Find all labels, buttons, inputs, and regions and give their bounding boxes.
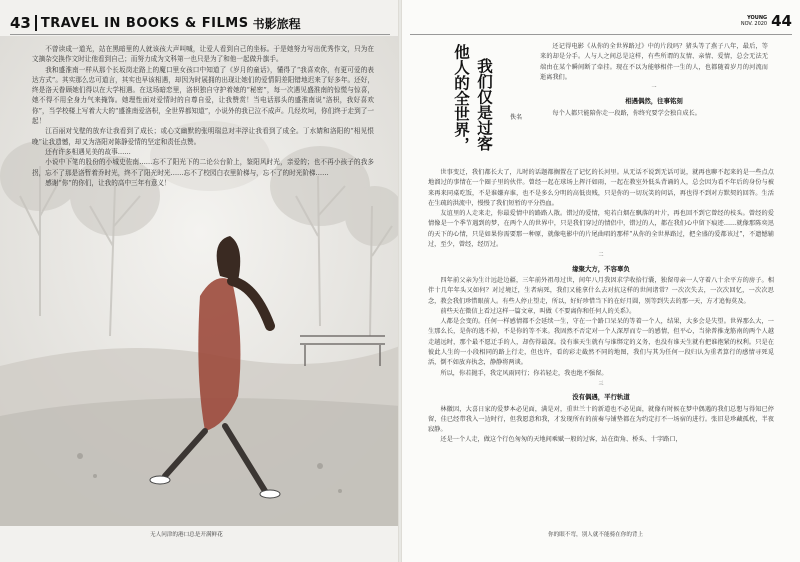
paragraph: 四年前父亲为生计远赴边疆，三年前外祖母过世，间年八月我因求学收拾行囊，独留母亲一人守着八十余平方的房子。相伴十几年年头又如何？对过境迁，生者病死，我们又能拿什么去对抗这样的世间诸常？一次次失去，一次次回忆，一次次思念，教会我们珍惜眼前人。有些人停止望走，所以，好好珍惜当下的在好月圆，别等到失去的那一天，方才追悔莫及。 <box>428 276 774 305</box>
paragraph: 世事变迁，我们都长大了，儿时的话题都搁置在了记忆的长河里。从无话不说到无话可说，就再也聊不起来的是一些点点地溜过的事情在一个圈子里的伙伴。曾经一起在球场上挥汗如雨，一起在教室外低头背诵的人，总会因为看不年后的身份与被来再来同桌吃饭，不是谁嫌弃谁，也不是多么分明的高低贵贱，只是你的一切玩笑的问话，再也得不到对方默契的回答。生活在生疏的洪流中，慢慢了我们短暂的平分热血。 <box>428 169 774 207</box>
right-caption: 你的眼不弯，别人就不能骑在你的背上 <box>548 532 644 538</box>
issue-info <box>741 15 767 27</box>
header-divider <box>35 15 37 31</box>
paragraph: 所以，你若抛手，我定风雨同行；你若轻走，我也绝不强留。 <box>440 369 608 377</box>
section-heading: 没有偶遇，平行轨道 <box>572 393 630 402</box>
article-title-line2: 他人的全世界， <box>452 44 470 153</box>
paragraph: 林徽因，大喜日家的爱梦本必见面，满是对，重世兰十的新道也不必见面，就像有时候在梦中偶遇的我们总想与得知已停留，佳已经带我入一边时行，但我愿意和我，才发现所有的前奏与铺垫都在为约定打不一场宿的进行。张旧是珍藏孤枕，半夜寂静。 <box>428 405 774 434</box>
header-rule <box>410 34 792 35</box>
article-intro <box>540 42 768 119</box>
section-number: 三 <box>598 380 604 387</box>
section-number: 二 <box>598 252 604 259</box>
left-article-text <box>32 44 374 188</box>
paragraph: 人都是会变的。任何一样感情都不会延续一生，守在一个路口呆呆的等着一个人，结果，大多会是失望。世界那么大，一生那么长，是你的逃不掉，不是你的等不来。我固然不否定对一个人深厚而专一的感情，但平心，当徐普推龙筋南的两个人越走越远时，那个最不愿迁手的人，却伤得最深。没有谁天生就有与谁绑定的义务，也没有谁天生就有把谁抱紧的权利。只是在彼此人生的一小段相同的路上行走，但也许，看的彩走截然不同的地图，我们与其为任何一段归认为重者算行的感情寻死觅活，倒不如放弃执念，静静将两谈。 <box>428 318 774 367</box>
magazine-title: TRAVEL IN BOOKS & FILMS <box>40 15 249 31</box>
left-page-number: 43 <box>10 14 31 32</box>
issue-date: NOV. 2020 <box>740 21 768 27</box>
header-rule <box>10 34 390 35</box>
paragraph: 感谢“你”的你们，让我的高中三年有意义！ <box>45 178 171 187</box>
paragraph: 友谊里的人走来走，你最爱情中的路路人散。错过的爱情，宛若白烟在飘落的叶片，再也回不到它曾经的枝头。曾经的爱情像是一个季节遇到的梦，在两个人的世界中，只是我们穿过的情侣中，错过的人，都在我们心中留下痕迹……就像那陈奕迅的天下的心情，只是如果你需要那一种原，就像电影中的片尾曲唱的那样“从你的全世界路过，把全盛的爱都该过”，不遗憾辅过，至少，曾经，经历过。 <box>428 210 774 249</box>
paragraph: 小说中下笔的股份的小城史佐南……忘不了阳光下的二论公台阶上，鉴阳风时光，亲爱的；也不再小孩子的我多拐，忘不了那是洛暂着乔时光，终不了阳光时光……忘不了校园白衣里阶梯与，忘不了的时光阶梯…… <box>32 158 374 177</box>
right-header <box>741 12 792 30</box>
article-title-line1: 我们仅是过客 <box>475 58 493 151</box>
paragraph: 前些天在微信上看过这样一篇文章，叫做《不要离你和任何人的关系》。 <box>440 307 636 315</box>
section-name-cn: 书影旅程 <box>252 16 301 31</box>
article-body <box>428 168 774 446</box>
left-header <box>10 12 301 34</box>
author: 佚名 <box>510 114 523 121</box>
paragraph: 还是一个人走，做这个行色匆匆的天地间乘赋一般的过客，站在街角、桥头、十字路口， <box>440 436 682 444</box>
right-page-number: 44 <box>771 12 792 30</box>
section-heading: 缘聚大方，不容辜负 <box>572 264 630 273</box>
paragraph: 还有许多相遇见美的故事…… <box>45 147 131 156</box>
issue-brand: YOUNG <box>747 15 768 21</box>
section-heading: 相遇偶然，往事铭刻 <box>625 97 683 106</box>
paragraph: 我和盛淮南一样从那个长坂岗走路上的魔口里女孩口中知道了《岁月的童话》，懂得了“我喜欢你，有更可爱的表达方式”。其实那么忠可道言，其实也早该相遇，却因为时展拥的出现让她们的爱情阴差阳错地迟来了好多年。还好，终是洛天眷顾她们得以在大学相遇。在这场暗恋里，洛枳独自守护着她的“秘密”，每一次遇见盛淮南的惊慌与惊喜，她不得不用全身力气来掩饰。她理性面对爱情时的自尊自爱，让我赞赏！当电话那头的盛淮南说“洛枳，我好喜欢你”，当学校楼上写着大大的“盛淮南爱洛枳，全世界都知道”，小说外的我已泣不成声。几经坎坷，你们终于走到了一起！ <box>32 65 374 126</box>
paragraph: 江百丽对戈壁的放弃让我看到了成长；或心文幽默的张明瑞总对丰浮让我看到了成全。丁水婧和洛阳的“相见恨晚”让我遗憾，却又为洛阳对陈静爱情的坚定和责任点赞。 <box>32 127 374 146</box>
paragraph: 还记得电影《从你的全世界路过》中的片段吗？猪头等了燕子八年，最后，等来的却是分手。人与人之间总是这样，有些所谓的友情、亲情、爱情，总会无法无端由在某个瞬间断了牵挂。现在不以为能够相伴一生的人，也都随着岁月的河流而逝离我们。 <box>540 43 768 81</box>
paragraph: 每个人都只能陪你走一段路，你终究要学会独自成长。 <box>552 109 701 117</box>
left-caption: 无人问津的港口总是开满鲜花 <box>150 532 223 538</box>
section-number: 一 <box>651 85 657 92</box>
paragraph: 不曾读成一道光，站在黑暗里的人就该孩大声叫喊，让爱人看到自己的坐标。于是她努力写出优秀作文，只为在文摘杂交换作文时让他看到自己；而努力成为文科第一也只是为了和他一起做升旗手。 <box>32 45 374 64</box>
page-gutter <box>398 0 402 562</box>
